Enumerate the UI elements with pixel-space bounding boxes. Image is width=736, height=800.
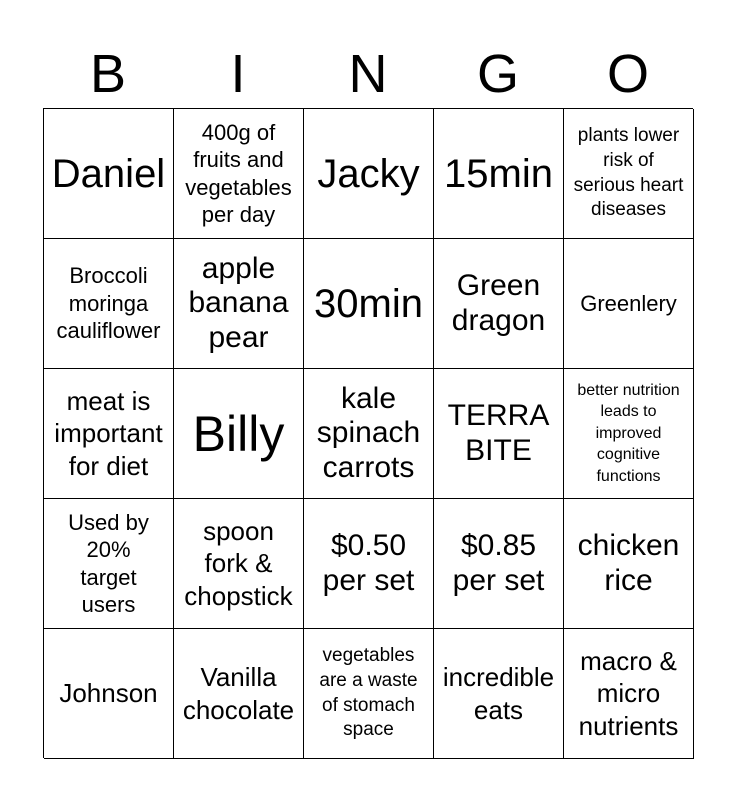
- bingo-cell[interactable]: Green dragon: [434, 239, 564, 369]
- bingo-cell[interactable]: apple banana pear: [174, 239, 304, 369]
- bingo-cell[interactable]: Billy: [174, 369, 304, 499]
- header-letter-n: N: [348, 44, 388, 104]
- header-letter-i: I: [230, 44, 246, 104]
- bingo-cell[interactable]: vegetables are a waste of stomach space: [304, 629, 434, 759]
- bingo-cell[interactable]: Broccoli moringa cauliflower: [44, 239, 174, 369]
- bingo-header: [43, 40, 693, 108]
- bingo-cell[interactable]: 15min: [434, 109, 564, 239]
- header-letter-o: O: [606, 44, 649, 104]
- bingo-cell[interactable]: incredible eats: [434, 629, 564, 759]
- bingo-grid: [43, 108, 693, 758]
- bingo-cell[interactable]: Johnson: [44, 629, 174, 759]
- bingo-cell[interactable]: plants lower risk of serious heart diseases: [564, 109, 694, 239]
- bingo-cell[interactable]: kale spinach carrots: [304, 369, 434, 499]
- bingo-cell[interactable]: Jacky: [304, 109, 434, 239]
- bingo-cell[interactable]: $0.85 per set: [434, 499, 564, 629]
- bingo-cell[interactable]: Daniel: [44, 109, 174, 239]
- header-letter-g: G: [476, 44, 519, 104]
- bingo-cell[interactable]: macro & micro nutrients: [564, 629, 694, 759]
- header-letter-b: B: [89, 44, 127, 104]
- bingo-cell[interactable]: spoon fork & chopstick: [174, 499, 304, 629]
- bingo-cell[interactable]: Vanilla chocolate: [174, 629, 304, 759]
- bingo-cell[interactable]: 30min: [304, 239, 434, 369]
- bingo-cell[interactable]: chicken rice: [564, 499, 694, 629]
- bingo-cell[interactable]: Used by 20% target users: [44, 499, 174, 629]
- bingo-cell[interactable]: better nutrition leads to improved cognitive functions: [564, 369, 694, 499]
- bingo-cell[interactable]: meat is important for diet: [44, 369, 174, 499]
- bingo-cell[interactable]: 400g of fruits and vegetables per day: [174, 109, 304, 239]
- bingo-cell[interactable]: $0.50 per set: [304, 499, 434, 629]
- bingo-cell[interactable]: Greenlery: [564, 239, 694, 369]
- bingo-cell[interactable]: TERRA BITE: [434, 369, 564, 499]
